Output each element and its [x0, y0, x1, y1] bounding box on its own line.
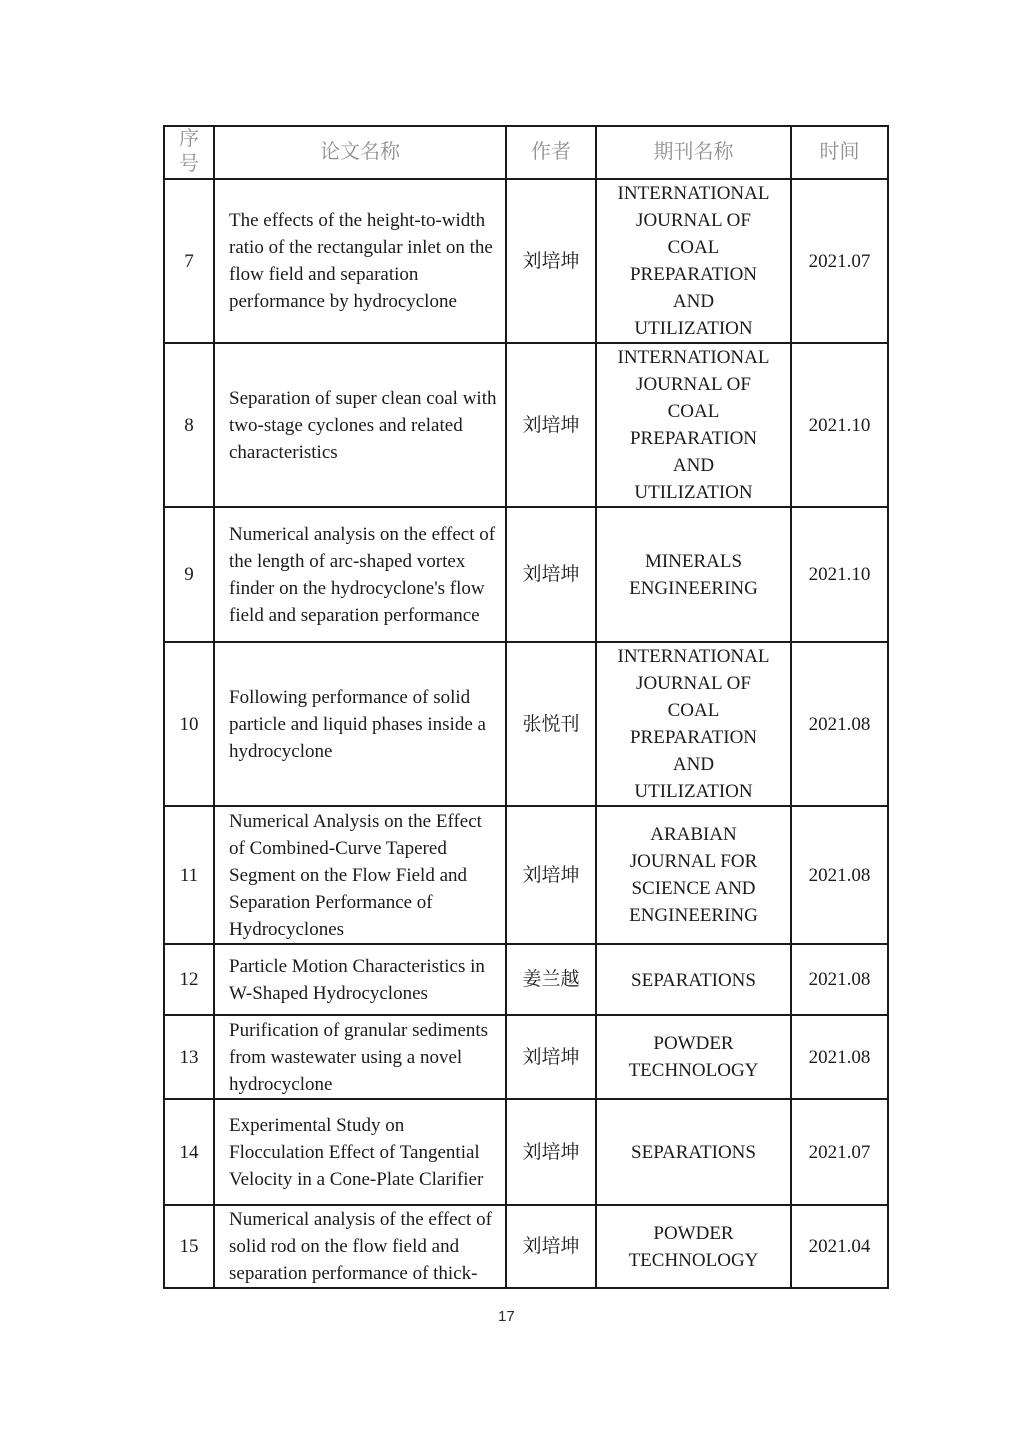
header-author — [506, 126, 596, 179]
row-index: 8 — [164, 343, 214, 507]
header-journal — [596, 126, 791, 179]
date-cell: 2021.08 — [791, 944, 888, 1015]
paper-title: Numerical Analysis on the Effect of Combined-Curve Tapered Segment on the Flow Field and Separation Performance of Hydrocyclones — [229, 810, 482, 940]
table-row — [164, 642, 888, 806]
row-index: 12 — [164, 944, 214, 1015]
table-row — [164, 1015, 888, 1099]
date-cell: 2021.07 — [791, 179, 888, 343]
header-author-label: 作者 — [531, 141, 571, 163]
paper-title-cell — [214, 944, 506, 1015]
journal-name: SEPARATIONS — [631, 969, 756, 991]
journal-cell — [596, 806, 791, 944]
paper-title-cell — [214, 642, 506, 806]
row-index: 11 — [164, 806, 214, 944]
paper-title: Numerical analysis of the effect of solid rod on the flow field and separation performance of thick- — [229, 1209, 492, 1284]
page-number: 17 — [498, 1308, 515, 1325]
header-date-label: 时间 — [819, 141, 860, 163]
paper-title-cell — [214, 343, 506, 507]
header-title — [214, 126, 506, 179]
journal-cell — [596, 1205, 791, 1288]
paper-title-cell — [214, 1015, 506, 1099]
row-index: 9 — [164, 507, 214, 642]
journal-cell — [596, 343, 791, 507]
table-header-row — [164, 126, 888, 179]
journal-name: INTERNATIONAL JOURNAL OF COAL PREPARATION AND UTILIZATION — [617, 646, 770, 802]
author-cell: 刘培坤 — [506, 1015, 596, 1099]
paper-title-cell — [214, 806, 506, 944]
row-index: 13 — [164, 1015, 214, 1099]
journal-cell — [596, 1015, 791, 1099]
table-row — [164, 343, 888, 507]
journal-name: SEPARATIONS — [631, 1142, 756, 1164]
journal-cell — [596, 642, 791, 806]
date-cell: 2021.07 — [791, 1099, 888, 1205]
author-cell: 刘培坤 — [506, 179, 596, 343]
paper-title: Separation of super clean coal with two-stage cyclones and related characteristics — [229, 387, 497, 463]
paper-title-cell — [214, 1205, 506, 1288]
publications-table — [163, 125, 889, 1289]
row-index: 10 — [164, 642, 214, 806]
journal-name: POWDER TECHNOLOGY — [628, 1222, 759, 1271]
paper-title: Particle Motion Characteristics in W-Shaped Hydrocyclones — [229, 955, 485, 1004]
journal-name: POWDER TECHNOLOGY — [628, 1033, 759, 1081]
paper-title: Numerical analysis on the effect of the length of arc-shaped vortex finder on the hydrocyclone's flow field and separation performance — [229, 523, 496, 626]
header-date — [791, 126, 888, 179]
author-cell: 张悦刊 — [506, 642, 596, 806]
journal-cell — [596, 944, 791, 1015]
paper-title: Purification of granular sediments from wastewater using a novel hydrocyclone — [229, 1019, 489, 1095]
date-cell: 2021.08 — [791, 642, 888, 806]
table-row — [164, 944, 888, 1015]
paper-title: Experimental Study on Flocculation Effect of Tangential Velocity in a Cone-Plate Clarifier — [229, 1114, 484, 1190]
author-cell: 刘培坤 — [506, 806, 596, 944]
header-journal-label: 期刊名称 — [653, 141, 734, 163]
author-cell: 刘培坤 — [506, 343, 596, 507]
date-cell: 2021.08 — [791, 806, 888, 944]
row-index: 15 — [164, 1205, 214, 1288]
journal-cell — [596, 507, 791, 642]
table-row — [164, 806, 888, 944]
journal-name: INTERNATIONAL JOURNAL OF COAL PREPARATION AND UTILIZATION — [617, 183, 770, 339]
author-cell: 姜兰越 — [506, 944, 596, 1015]
journal-name: MINERALS ENGINEERING — [629, 550, 758, 599]
date-cell: 2021.04 — [791, 1205, 888, 1288]
table-row — [164, 1205, 888, 1288]
paper-title: The effects of the height-to-width ratio of the rectangular inlet on the flow field and separation performance by hydrocyclone — [229, 210, 493, 312]
paper-title-cell — [214, 1099, 506, 1205]
author-cell: 刘培坤 — [506, 1205, 596, 1288]
journal-cell — [596, 179, 791, 343]
table-row — [164, 179, 888, 343]
date-cell: 2021.10 — [791, 507, 888, 642]
row-index: 14 — [164, 1099, 214, 1205]
table-row — [164, 507, 888, 642]
header-index — [164, 126, 214, 179]
author-cell: 刘培坤 — [506, 1099, 596, 1205]
paper-title-cell — [214, 179, 506, 343]
date-cell: 2021.08 — [791, 1015, 888, 1099]
paper-title: Following performance of solid particle and liquid phases inside a hydrocyclone — [229, 686, 486, 762]
header-title-label: 论文名称 — [320, 141, 400, 163]
author-cell: 刘培坤 — [506, 507, 596, 642]
date-cell: 2021.10 — [791, 343, 888, 507]
journal-name: ARABIAN JOURNAL FOR SCIENCE AND ENGINEERING — [629, 824, 758, 926]
journal-cell — [596, 1099, 791, 1205]
paper-title-cell — [214, 507, 506, 642]
journal-name: INTERNATIONAL JOURNAL OF COAL PREPARATION AND UTILIZATION — [617, 347, 770, 503]
row-index: 7 — [164, 179, 214, 343]
table-row — [164, 1099, 888, 1205]
header-index-label: 序号 — [179, 128, 199, 175]
